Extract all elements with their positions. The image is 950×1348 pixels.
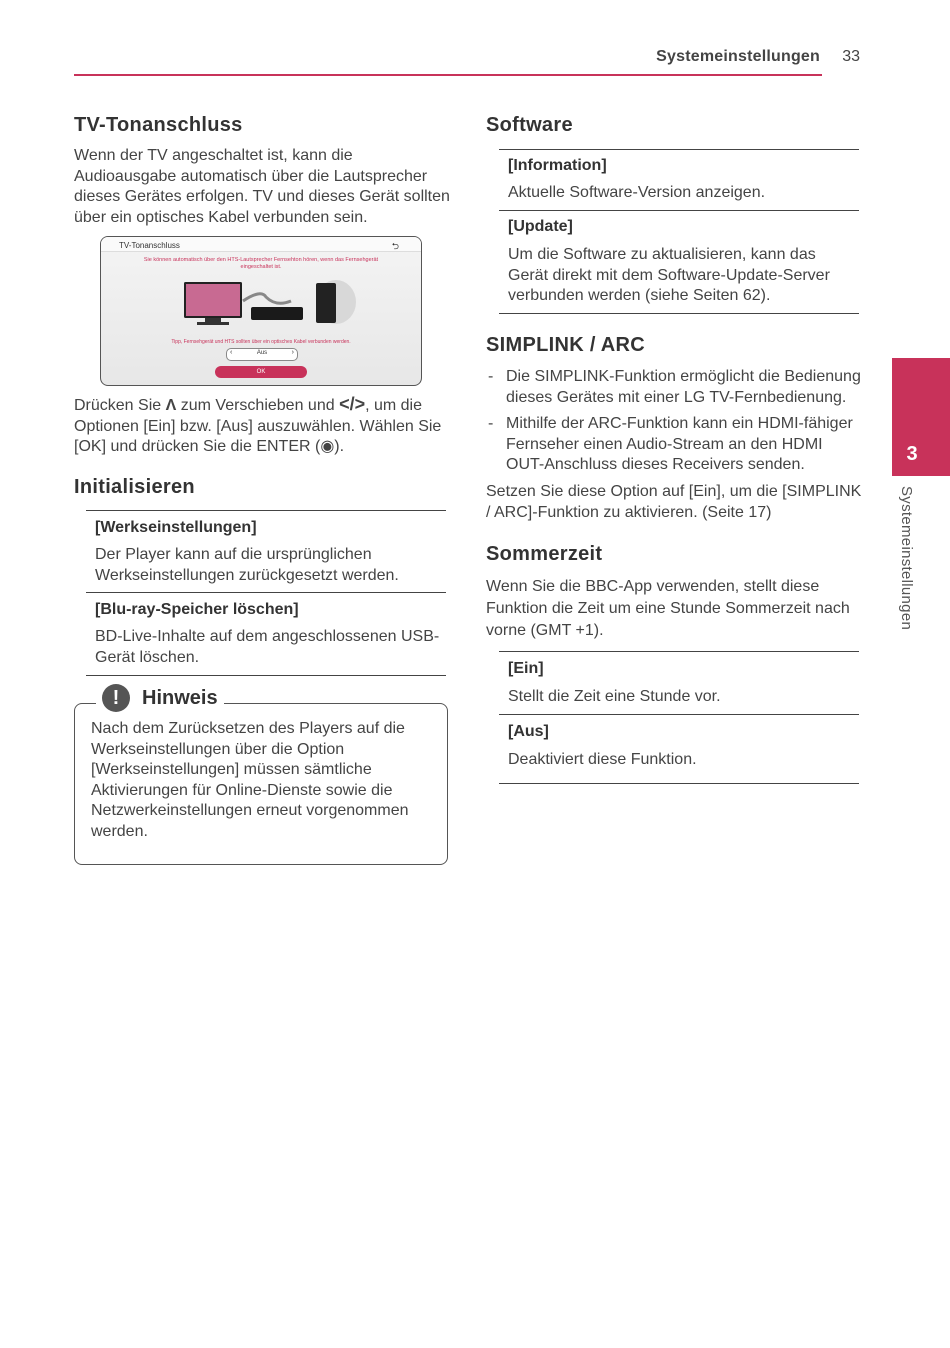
instruction-part: ). [334,438,345,455]
dst-entry-on [499,651,859,715]
chevron-right-icon[interactable]: › [291,349,294,356]
running-header-title: Systemeinstellungen [656,48,820,65]
dst-intro: Wenn Sie die BBC-App verwenden, stellt diese Funktion die Zeit um eine Stunde Sommerzeit nach vorne (GMT +1). [486,578,850,639]
note-title: Hinweis [142,686,218,709]
entry-title: [Blu-ray-Speicher löschen] [95,601,299,618]
entry-title: [Information] [508,157,607,174]
instruction-part: zum Verschieben und [180,397,335,414]
list-item: - Mithilfe der ARC-Funktion kann ein HDMI-fähiger Fernseher einen Audio-Stream an den HDMI OUT-Anschluss dieses Receivers senden. [486,414,862,476]
optical-cable [243,294,291,303]
entry-desc: Um die Software zu aktualisieren, kann das Gerät direkt mit dem Software-Update-Server verbunden werden (siehe Seiten 62). [508,246,830,304]
option-select[interactable] [226,348,298,361]
left-right-arrow-icon: </> [339,394,366,414]
simplink-heading: SIMPLINK / ARC [486,334,646,356]
page-number: 33 [842,48,860,65]
software-heading: Software [486,114,573,136]
instruction-part: Drücken Sie [74,397,162,414]
init-heading: Initialisieren [74,476,195,498]
enter-icon: ◉ [320,438,335,455]
init-entry-factory [86,510,446,593]
chapter-number: 3 [906,443,918,465]
header-rule [74,74,822,76]
entry-desc: Stellt die Zeit eine Stunde vor. [508,688,721,705]
entry-title: [Update] [508,218,573,235]
simplink-text: Setzen Sie diese Option auf [Ein], um die [SIMPLINK / ARC]-Funktion zu aktivieren. (Seite 17) [486,483,862,521]
entry-desc: Aktuelle Software-Version anzeigen. [508,184,766,201]
screen-message: Sie können automatisch über den HTS-Lautsprecher Fernsehton hören, wenn das Fernsehgerät eingeschaltet ist. [143,257,379,270]
chapter-label: Systemeinstellungen [898,486,915,631]
screen-title: TV-Tonanschluss [119,241,180,250]
ok-button[interactable]: OK [215,366,307,378]
note-header [96,684,224,712]
exclamation-icon: ! [102,684,130,712]
software-entry-update [499,210,859,314]
tv-instruction [74,394,450,458]
player-icon [251,307,303,320]
instruction-part: , um die Optionen [Ein] bzw. [Aus] auszuwählen. Wählen Sie [OK] und drücken Sie die ENTER ( [74,397,442,455]
entry-title: [Aus] [508,723,549,740]
init-entry-bluray [86,592,446,676]
speaker-icon [316,283,336,323]
dst-entry-off [499,714,859,784]
up-arrow-icon: Λ [165,397,177,414]
back-icon: ⮌ [391,241,399,251]
tv-audio-screen [100,236,422,386]
note-text: Nach dem Zurücksetzen des Players auf die Werkseinstellungen über die Option [Werkseinstellungen] müssen sämtliche Aktivierungen für Online-Dienste sowie die Netzwerkeinstellungen erneut vorgenommen werden. [91,720,409,840]
tv-heading: TV-Tonanschluss [74,114,243,136]
select-value: Aus [256,350,268,356]
tv-connection-illustration [171,277,371,335]
screen-tip: Tipp, Fernsehgerät und HTS sollten über ein optisches Kabel verbunden werden. [171,339,351,345]
tv-intro: Wenn der TV angeschaltet ist, kann die Audioausgabe automatisch über die Lautsprecher dieses Gerätes erfolgen. TV und dieses Gerät sollten über ein optisches Kabel verbunden sein. [74,147,450,226]
entry-title: [Ein] [508,660,544,677]
simplink-list [486,367,862,482]
entry-desc: Der Player kann auf die ursprünglichen Werkseinstellungen zurückgesetzt werden. [95,546,399,584]
entry-title: [Werkseinstellungen] [95,519,257,536]
entry-desc: BD-Live-Inhalte auf dem angeschlossenen USB-Gerät löschen. [95,628,440,666]
chevron-left-icon[interactable]: ‹ [230,349,233,356]
software-entry-info [499,149,859,211]
entry-desc: Deaktiviert diese Funktion. [508,751,697,768]
tv-screen [186,284,240,316]
list-item: - Die SIMPLINK-Funktion ermöglicht die Bedienung dieses Gerätes mit einer LG TV-Fernbedienung. [486,367,862,408]
dst-heading: Sommerzeit [486,543,603,565]
